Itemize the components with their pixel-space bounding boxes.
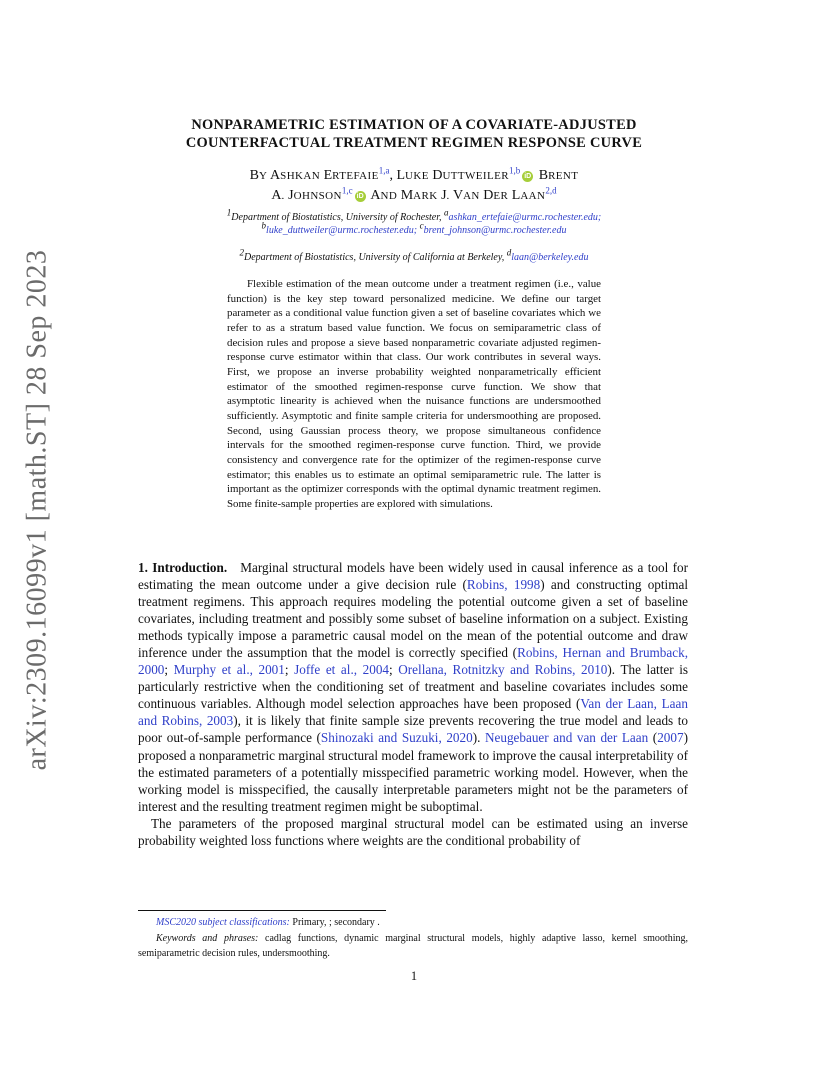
author-line-2 bbox=[190, 186, 638, 206]
citation-link[interactable]: Neugebauer and van der Laan bbox=[484, 730, 649, 746]
keywords-footnote bbox=[138, 931, 688, 962]
email-mark-d: d bbox=[506, 247, 512, 258]
citation-link[interactable]: Robins, Hernan and Brumback, 2000 bbox=[138, 645, 689, 678]
email-mark-c: c bbox=[419, 220, 424, 231]
email-ertefaie-link[interactable]: ashkan_ertefaie@urmc.rochester.edu; bbox=[448, 212, 602, 223]
author-line-1 bbox=[190, 166, 638, 186]
affiliation-1 bbox=[140, 207, 688, 237]
email-van-der-laan-link[interactable]: laan@berkeley.edu bbox=[511, 252, 589, 263]
author-ertefaie[interactable]: ASHKAN ERTEFAIE bbox=[270, 168, 379, 183]
by-word: BY bbox=[249, 168, 268, 183]
section-heading-introduction: 1. Introduction. bbox=[138, 560, 228, 575]
paper-title bbox=[140, 116, 688, 152]
citation-link[interactable]: Shinozaki and Suzuki, 2020 bbox=[320, 730, 473, 746]
main-text bbox=[138, 559, 688, 849]
affiliation-2-dept: Department of Biostatistics, University of California at Berkeley, bbox=[244, 252, 505, 263]
author-list bbox=[190, 166, 638, 206]
author-johnson-first[interactable]: BRENT bbox=[538, 168, 579, 183]
second-paragraph: The parameters of the proposed marginal structural model can be estimated using an inverse probability weighted loss functions where weights are the conditional probability of bbox=[138, 815, 688, 848]
citation-link[interactable]: Robins, 1998 bbox=[466, 577, 541, 593]
page-number: 1 bbox=[410, 969, 418, 983]
footnotes bbox=[138, 915, 688, 962]
email-johnson-link[interactable]: brent_johnson@urmc.rochester.edu bbox=[423, 225, 567, 236]
affiliation-2 bbox=[140, 247, 688, 264]
author-johnson[interactable]: A. JOHNSON bbox=[271, 188, 342, 203]
intro-text: ). The latter is particularly restrictive when the conditioning set of treatment and baseline covariates includes some continuous variables. Although model selection approaches have been proposed ( bbox=[138, 662, 688, 712]
author-johnson-mark[interactable]: 1,c bbox=[341, 185, 353, 196]
intro-text: ( bbox=[648, 730, 658, 746]
footnote-rule bbox=[138, 910, 386, 911]
email-duttweiler-link[interactable]: luke_duttweiler@urmc.rochester.edu; bbox=[266, 225, 418, 236]
author-van-der-laan-mark[interactable]: 2,d bbox=[545, 185, 557, 196]
affiliation-1-number: 1 bbox=[226, 207, 232, 218]
citation-link[interactable]: Orellana, Rotnitzky and Robins, 2010 bbox=[398, 662, 608, 678]
intro-text: ) and constructing optimal treatment regimens. This approach requires modeling the potential outcome given a set of baseline covariates, including treatment and possibly some subset of baseline information on a subject. Existing methods typically impose a parametric causal model on the mean of the potential outcome and draw inference under the assumption that the model is correctly specified ( bbox=[138, 577, 688, 661]
and-word: AND bbox=[370, 188, 398, 203]
introduction-paragraph bbox=[138, 559, 688, 815]
arxiv-sidebar-stamp bbox=[14, 249, 60, 771]
author-separator: , bbox=[389, 168, 393, 183]
msc-footnote bbox=[138, 915, 688, 931]
citation-link[interactable]: Van der Laan, Laan and Robins, 2003 bbox=[138, 696, 688, 729]
citation-separator: ; bbox=[389, 662, 399, 678]
orcid-icon[interactable]: iD bbox=[356, 193, 364, 200]
author-duttweiler[interactable]: LUKE DUTTWEILER bbox=[396, 168, 509, 183]
orcid-icon[interactable]: iD bbox=[524, 173, 532, 180]
title-line-1: NONPARAMETRIC ESTIMATION OF A COVARIATE-ADJUSTED bbox=[191, 117, 637, 133]
intro-text: ) proposed a nonparametric marginal structural model framework to improve the causal interpretability of the estimated parameters of a potentially misspecified parametric working model. However, when the working model is misspecified, the causally interpretable parameters might not be the parameters of interest and the resulting treatment regimen might be suboptimal. bbox=[138, 730, 688, 814]
email-mark-a: a bbox=[444, 207, 449, 218]
citation-link[interactable]: Murphy et al., 2001 bbox=[173, 662, 285, 678]
citation-separator: ; bbox=[284, 662, 295, 678]
intro-text: ), it is likely that finite sample size prevents recovering the true model and leads to poor out-of-sample performance ( bbox=[138, 713, 688, 746]
arxiv-identifier: arXiv:2309.16099v1 [math.ST] 28 Sep 2023 bbox=[21, 249, 52, 771]
affiliation-2-number: 2 bbox=[239, 247, 244, 258]
msc-text: Primary, ; secondary . bbox=[289, 917, 380, 928]
msc-classification-link[interactable]: MSC2020 subject classifications: bbox=[156, 917, 290, 928]
author-duttweiler-mark[interactable]: 1,b bbox=[508, 165, 521, 176]
citation-link[interactable]: 2007 bbox=[657, 730, 684, 746]
email-mark-b: b bbox=[261, 220, 267, 231]
citation-link[interactable]: Joffe et al., 2004 bbox=[294, 662, 390, 678]
abstract: Flexible estimation of the mean outcome under a treatment regimen (i.e., value function) is the key step toward personalized medicine. We define our target parameter as a conditional value function given a set of baseline covariates which we refer to as a stratum based value function. We focus on semiparametric class of decision rules and propose a sieve based nonparametric covariate adjusted regimen-response curve estimator within that class. Our work contributes in several ways. First, we propose an inverse probability weighted nonparametrically efficient estimator of the smoothed regimen-response curve function. We show that asymptotic linearity is achieved when the nuisance functions are undersmoothed sufficiently. Asymptotic and finite sample criteria for undersmoothing are proposed. Second, using Gaussian process theory, we propose simultaneous confidence intervals for the smoothed regimen-response curve function. Third, we provide consistency and convergence rate for the optimizer of the regimen-response curve estimator; this enables us to estimate an optimal semiparametric rule. The latter is important as the optimizer corresponds with the optimal dynamic treatment regimen. Some finite-sample properties are explored with simulations. bbox=[227, 278, 601, 510]
intro-text: ). bbox=[472, 730, 485, 746]
citation-separator: ; bbox=[164, 662, 174, 678]
keywords-text: cadlag functions, dynamic marginal structural models, highly adaptive lasso, kernel smoothing, semiparametric decision rules, undersmoothing. bbox=[138, 932, 688, 959]
title-line-2: COUNTERFACTUAL TREATMENT REGIMEN RESPONSE CURVE bbox=[185, 135, 643, 151]
intro-text: Marginal structural models have been widely used in causal inference as a tool for estimating the mean outcome under a give decision rule ( bbox=[138, 560, 689, 593]
author-ertefaie-mark[interactable]: 1,a bbox=[378, 165, 390, 176]
affiliation-1-dept: Department of Biostatistics, University of Rochester, bbox=[231, 212, 442, 223]
author-van-der-laan[interactable]: MARK J. VAN DER LAAN bbox=[400, 188, 546, 203]
keywords-label: Keywords and phrases: bbox=[156, 932, 259, 944]
